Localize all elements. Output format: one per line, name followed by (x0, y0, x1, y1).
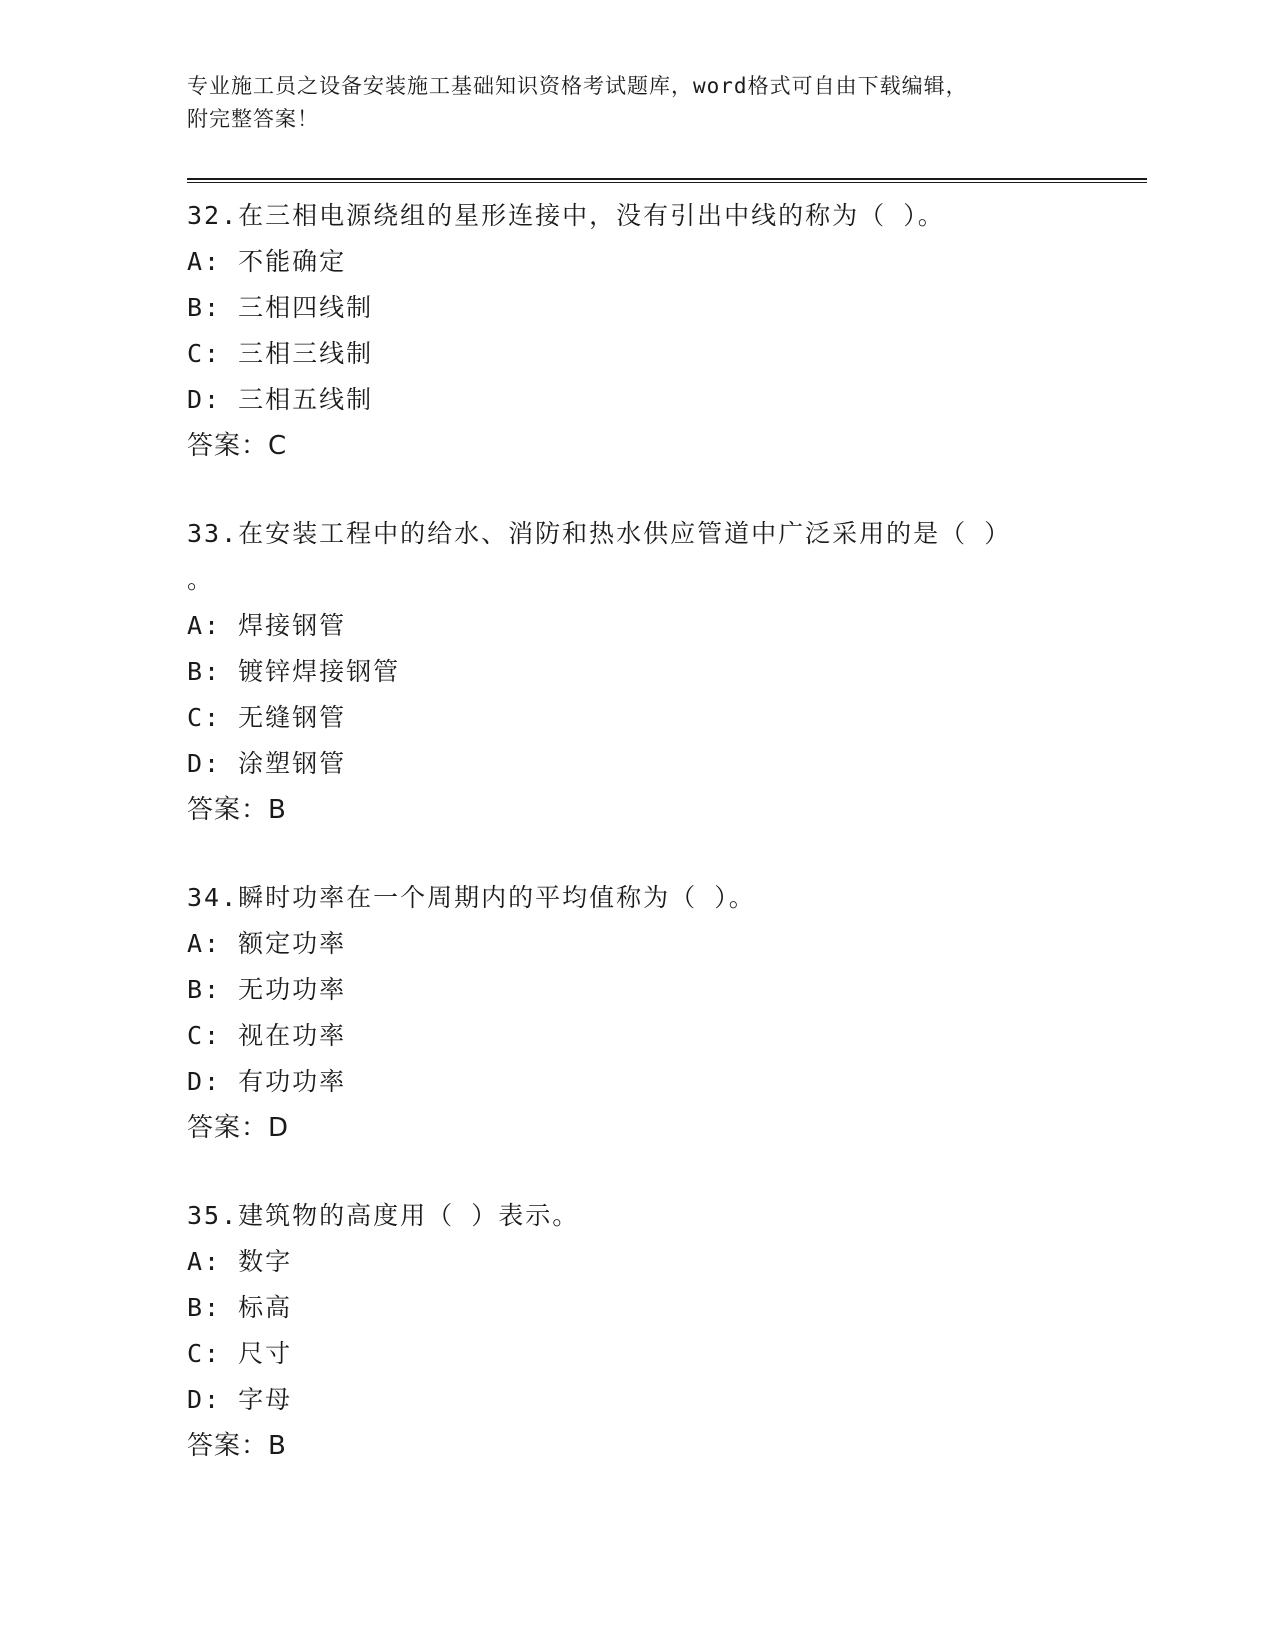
question-32 (187, 193, 1147, 469)
option-a: A: 额定功率 (187, 929, 347, 958)
option-c: C: 三相三线制 (187, 339, 374, 368)
document-page (187, 70, 1147, 1469)
option-c: C: 无缝钢管 (187, 703, 347, 732)
option-a: A: 焊接钢管 (187, 611, 347, 640)
question-title: 35.建筑物的高度用（ ）表示。 (187, 1201, 580, 1230)
document-header (187, 70, 1147, 136)
option-d: D: 三相五线制 (187, 385, 374, 414)
answer: 答案：D (187, 1113, 290, 1143)
answer: 答案：C (187, 431, 288, 461)
option-b: B: 三相四线制 (187, 293, 374, 322)
option-a: A: 数字 (187, 1247, 293, 1276)
header-line-2: 附完整答案！ (187, 107, 319, 131)
answer: 答案：B (187, 795, 287, 825)
option-d: D: 有功功率 (187, 1067, 347, 1096)
option-b: B: 标高 (187, 1293, 293, 1322)
question-35 (187, 1193, 1147, 1469)
answer: 答案：B (187, 1431, 287, 1461)
header-line-1: 专业施工员之设备安装施工基础知识资格考试题库，word格式可自由下载编辑， (187, 74, 968, 98)
question-title: 34.瞬时功率在一个周期内的平均值称为（ ）。 (187, 883, 756, 912)
option-d: D: 涂塑钢管 (187, 749, 347, 778)
question-title: 32.在三相电源绕组的星形连接中，没有引出中线的称为（ ）。 (187, 201, 945, 230)
option-c: C: 视在功率 (187, 1021, 347, 1050)
question-33 (187, 511, 1147, 833)
option-c: C: 尺寸 (187, 1339, 293, 1368)
option-b: B: 镀锌焊接钢管 (187, 657, 401, 686)
option-d: D: 字母 (187, 1385, 293, 1414)
question-title: 33.在安装工程中的给水、消防和热水供应管道中广泛采用的是（ ） (187, 519, 1012, 548)
question-title-continuation: 。 (187, 565, 215, 594)
header-divider (187, 178, 1147, 183)
option-b: B: 无功功率 (187, 975, 347, 1004)
option-a: A: 不能确定 (187, 247, 347, 276)
question-34 (187, 875, 1147, 1151)
